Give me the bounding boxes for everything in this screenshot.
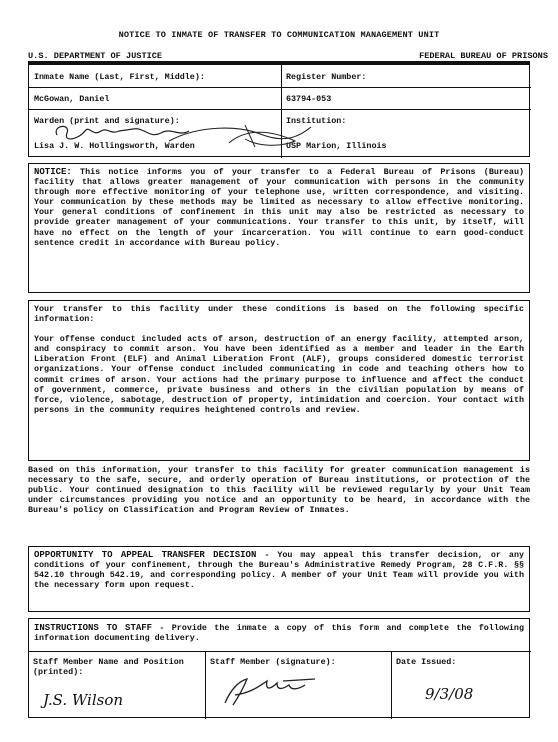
basis-details: Your offense conduct included acts of arson, destruction of an energy facility, attempted arson, and conspiracy to commit arson. You have been identified as a member and leader in the Earth Liberation Front (ELF) and Animal Liberation Front (ALF), groups considered domestic terrorist organizations. Your offense conduct included communicating in code and teaching others how to commit crimes of arson. Your actions had the primary purpose to influence and affect the conduct of government, commerce, private business and others in the civilian population by means of force, violence, sabotage, destruction of property, intimidation and coercion. Your contact with persons in the community requires heightened controls and review. bbox=[34, 334, 524, 415]
row-divider bbox=[29, 651, 531, 652]
instructions-text: - Provide the inmate a copy of this form and complete the following information documenting delivery. bbox=[34, 623, 524, 644]
column-divider bbox=[391, 651, 392, 719]
warden-label: Warden (print and signature): bbox=[34, 116, 180, 126]
appeal-lead: OPPORTUNITY TO APPEAL TRANSFER DECISION bbox=[34, 550, 257, 560]
instructions-box bbox=[28, 618, 530, 718]
date-issued-value: 9/3/08 bbox=[425, 685, 474, 703]
agency-bureau: FEDERAL BUREAU OF PRISONS bbox=[419, 51, 548, 61]
register-number-value: 63794-053 bbox=[286, 94, 332, 104]
basis-box bbox=[28, 300, 530, 461]
column-divider bbox=[205, 651, 206, 719]
appeal-box bbox=[28, 546, 530, 612]
date-issued-label: Date Issued: bbox=[396, 657, 457, 667]
institution-value: USP Marion, Illinois bbox=[286, 141, 387, 151]
row-divider bbox=[29, 109, 531, 110]
notice-paragraph bbox=[34, 167, 524, 248]
agency-department: U.S. DEPARTMENT OF JUSTICE bbox=[28, 51, 163, 61]
notice-box bbox=[28, 163, 530, 293]
row-divider bbox=[29, 87, 531, 88]
basis-intro: Your transfer to this facility under these conditions is based on the following specific information: bbox=[34, 304, 524, 325]
inmate-info-table bbox=[28, 64, 530, 157]
staff-name-value: J.S. Wilson bbox=[43, 691, 124, 709]
warden-signature-image bbox=[49, 121, 319, 151]
institution-label: Institution: bbox=[286, 116, 347, 126]
notice-text: This notice informs you of your transfer to a Federal Bureau of Prisons (Bureau) facility that allows greater management of your communication with persons in the community through more effective monitoring of your telephone use, written correspondence, and visiting. Your communication by these methods may be limited as necessary to allow effective monitoring. Your general conditions of confinement in this unit may also be restricted as necessary to provide greater management of your communications. Your transfer to this unit, by itself, will have no effect on the length of your incarceration. You will continue to earn good-conduct sentence credit in accordance with Bureau policy. bbox=[34, 167, 524, 248]
instructions-paragraph bbox=[34, 623, 524, 643]
warden-value: Lisa J. W. Hollingsworth, Warden bbox=[34, 141, 195, 151]
staff-signature-label: Staff Member (signature): bbox=[210, 657, 336, 667]
staff-name-label: Staff Member Name and Position (printed): bbox=[33, 657, 184, 677]
register-number-label: Register Number: bbox=[286, 72, 367, 82]
inmate-name-value: McGowan, Daniel bbox=[34, 94, 110, 104]
form-title: NOTICE TO INMATE OF TRANSFER TO COMMUNICATION MANAGEMENT UNIT bbox=[118, 30, 440, 40]
staff-signature-image bbox=[221, 675, 331, 709]
appeal-text: - You may appeal this transfer decision, or any conditions of your confinement, through the Bureau's Administrative Remedy Program, 28 C.F.R. §§ 542.10 through 542.19, and corresponding policy. A member of your Unit Team will provide you with the necessary form upon request. bbox=[34, 550, 524, 591]
conclusion-paragraph: Based on this information, your transfer to this facility for greater communication management is necessary to the safe, secure, and orderly operation of Bureau institutions, or protection of the public. Your continued designation to this facility will be reviewed regularly by your Unit Team under circumstances providing you notice and an opportunity to be heard, in accordance with the Bureau's policy on Classification and Program Review of Inmates. bbox=[28, 465, 530, 516]
notice-lead: NOTICE: bbox=[34, 167, 72, 177]
appeal-paragraph bbox=[34, 550, 524, 590]
instructions-lead: INSTRUCTIONS TO STAFF bbox=[34, 623, 153, 633]
inmate-name-label: Inmate Name (Last, First, Middle): bbox=[34, 72, 205, 82]
